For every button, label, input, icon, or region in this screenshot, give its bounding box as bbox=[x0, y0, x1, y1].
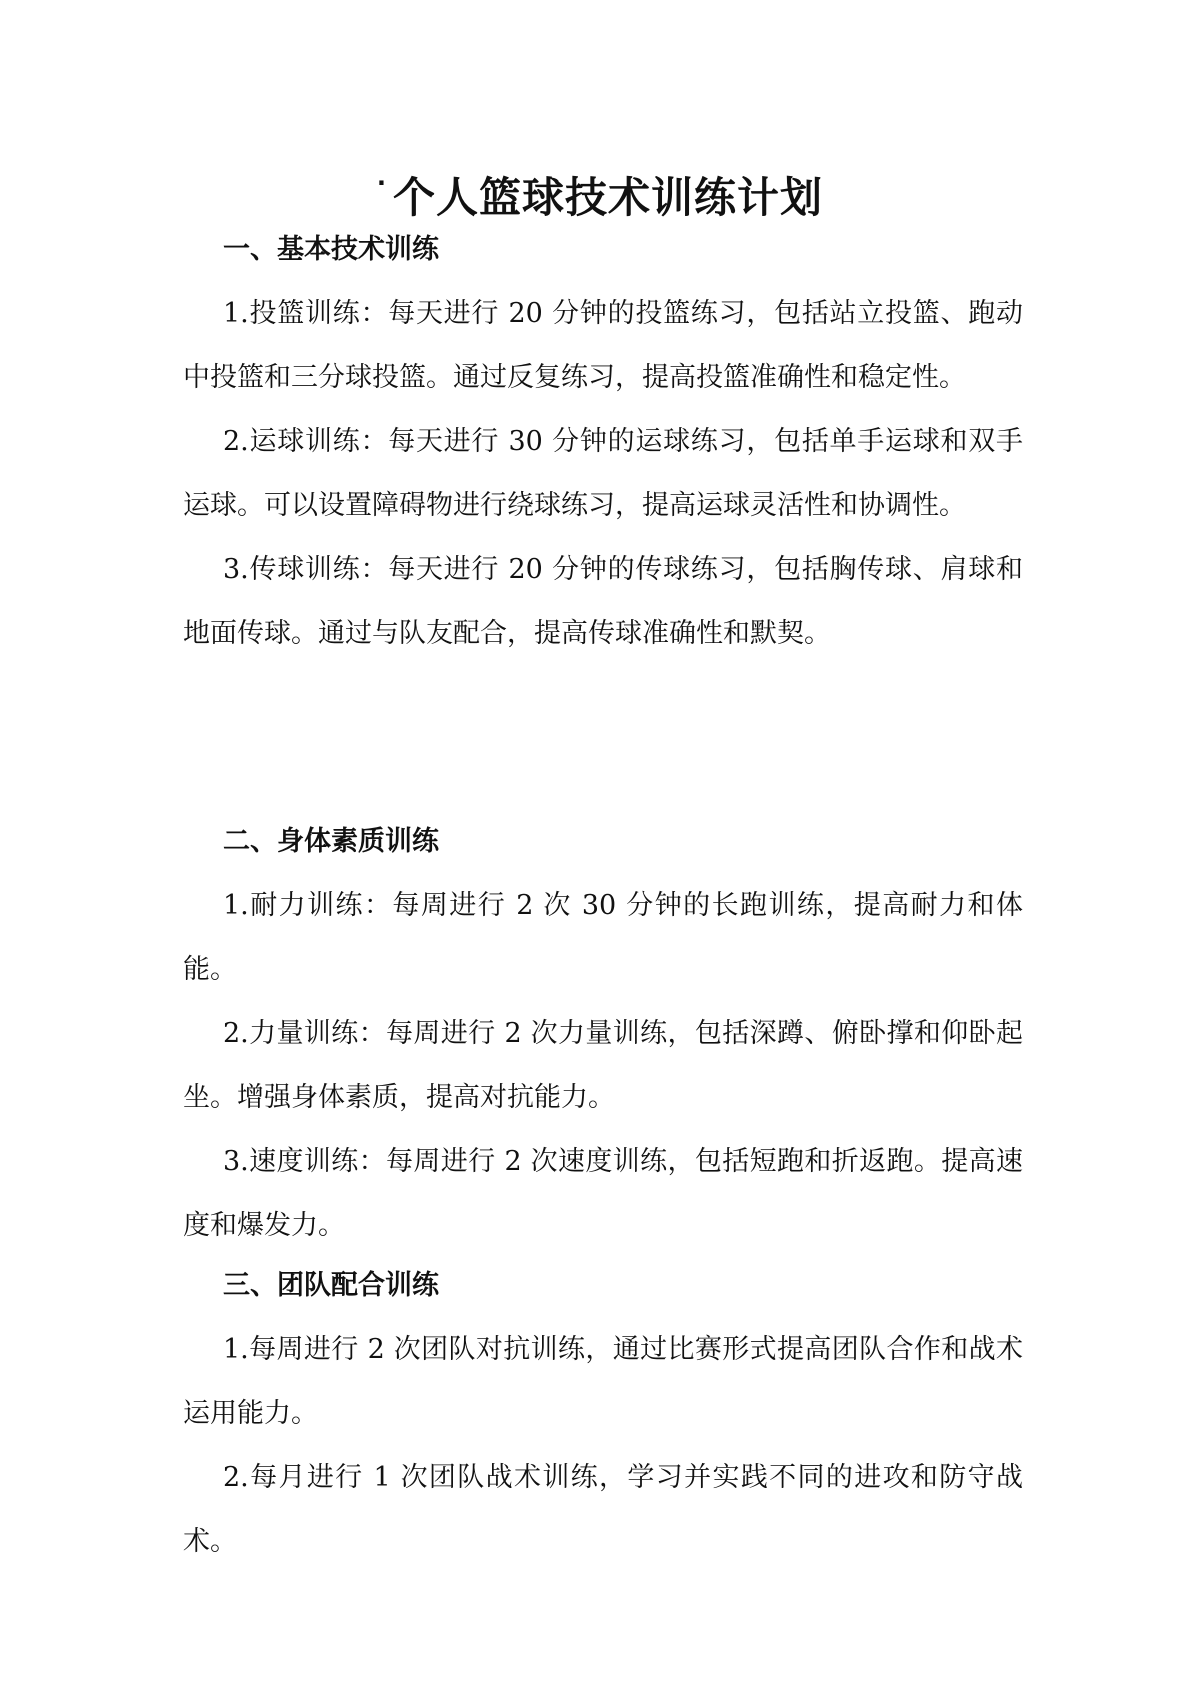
paragraph-strength: 2.力量训练：每周进行 2 次力量训练，包括深蹲、俯卧撑和仰卧起坐。增强身体素质，提高对抗能力。 bbox=[183, 1018, 1023, 1113]
section-heading: 三、团队配合训练 bbox=[223, 1270, 439, 1301]
section-physical-fitness bbox=[183, 810, 1023, 1258]
title-text: 个人篮球技术训练计划 bbox=[393, 173, 824, 222]
paragraph-team-tactics: 2.每月进行 1 次团队战术训练，学习并实践不同的进攻和防守战术。 bbox=[183, 1462, 1023, 1557]
paragraph-passing: 3.传球训练：每天进行 20 分钟的传球练习，包括胸传球、肩球和地面传球。通过与队友配合，提高传球准确性和默契。 bbox=[183, 554, 1023, 649]
section-heading: 二、身体素质训练 bbox=[223, 826, 439, 857]
paragraph-shooting: 1.投篮训练：每天进行 20 分钟的投篮练习，包括站立投篮、跑动中投篮和三分球投篮。通过反复练习，提高投篮准确性和稳定性。 bbox=[183, 298, 1023, 393]
section-heading: 一、基本技术训练 bbox=[223, 234, 439, 265]
title-dot-mark: · bbox=[376, 169, 388, 197]
paragraph-dribbling: 2.运球训练：每天进行 30 分钟的运球练习，包括单手运球和双手运球。可以设置障碍物进行绕球练习，提高运球灵活性和协调性。 bbox=[183, 426, 1023, 521]
paragraph-speed: 3.速度训练：每周进行 2 次速度训练，包括短跑和折返跑。提高速度和爆发力。 bbox=[183, 1146, 1023, 1241]
paragraph-team-scrimmage: 1.每周进行 2 次团队对抗训练，通过比赛形式提高团队合作和战术运用能力。 bbox=[183, 1334, 1023, 1429]
section-basic-skills bbox=[183, 218, 1023, 666]
paragraph-endurance: 1.耐力训练：每周进行 2 次 30 分钟的长跑训练，提高耐力和体能。 bbox=[183, 890, 1023, 985]
section-team-play bbox=[183, 1254, 1023, 1574]
